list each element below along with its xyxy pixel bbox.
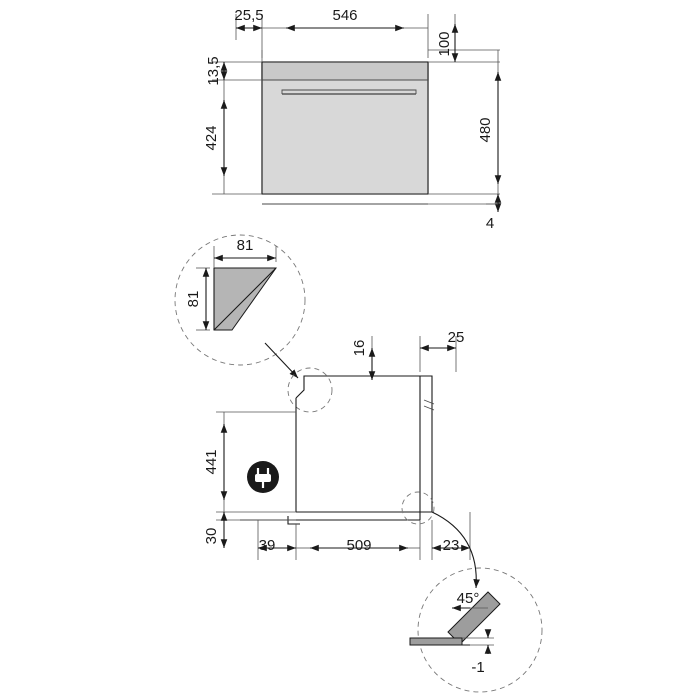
dimlabel-detail-45: 45° [456, 590, 480, 607]
dimlabel-front-100: 100 [436, 31, 453, 57]
dimlabel-side-16: 16 [351, 339, 368, 357]
dimlabel-side-23: 23 [442, 537, 460, 554]
dimlabel-detail-minus1: -1 [471, 659, 485, 676]
front-oven-body [262, 62, 428, 194]
dimlabel-front-480: 480 [477, 117, 494, 143]
front-view [203, 7, 500, 232]
power-plug-icon [247, 461, 279, 493]
dimlabel-front-546: 546 [332, 7, 358, 24]
dimlabel-front-25-5: 25,5 [234, 7, 264, 24]
side-rear-plate [420, 376, 432, 512]
power-plug-body [255, 474, 271, 482]
detail-base-bar [410, 638, 462, 645]
dimlabel-side-441: 441 [203, 449, 220, 475]
dimlabel-front-424: 424 [203, 125, 220, 151]
detail-marker-circle-top [288, 368, 332, 412]
side-top-front-chamfer [296, 376, 420, 398]
front-control-panel [262, 62, 428, 80]
dimlabel-side-509: 509 [346, 537, 372, 554]
dimlabel-side-39: 39 [258, 537, 276, 554]
dimlabel-front-13-5: 13,5 [205, 56, 222, 86]
dimlabel-side-25: 25 [447, 329, 465, 346]
dimlabel-front-4: 4 [485, 215, 495, 232]
dimlabel-detail-81-v: 81 [185, 290, 202, 308]
dimlabel-side-30: 30 [203, 527, 220, 545]
detail-leader-top [265, 343, 298, 378]
detail-marker-circle-bottom [402, 492, 434, 524]
detail-top-left [175, 235, 305, 378]
side-section-view [203, 329, 476, 588]
dimlabel-detail-81-h: 81 [236, 237, 254, 254]
